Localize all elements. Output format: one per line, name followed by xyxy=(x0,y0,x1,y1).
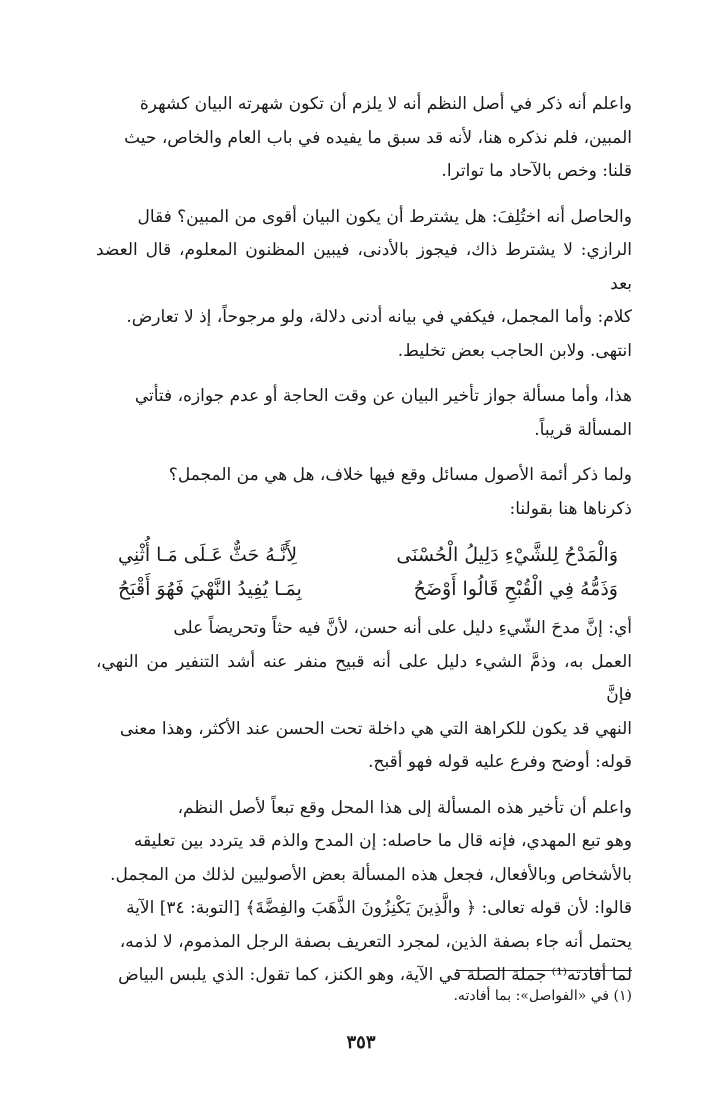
text-line: ولما ذكر أئمة الأصول مسائل وقع فيها خلاف، هل هي من المجمل؟ xyxy=(168,465,632,485)
paragraph-1 xyxy=(96,88,632,189)
text-line: وهو تبع المهدي، فإنه قال ما حاصله: إن المدح والذم قد يتردد بين تعليقه xyxy=(133,831,632,851)
text-line: العمل به، وذمَّ الشيء دليل على أنه قبيح منفر عنه أشد التنفير من النهي، فإنَّ xyxy=(96,651,632,705)
text-line: قالوا: لأن قوله تعالى: ﴿ والَّذِينَ يَكْنِزُونَ الذَّهَبَ والفِضَّةَ﴾ [التوبة: ٣٤] الآية xyxy=(126,898,632,918)
text-line: واعلم أن تأخير هذه المسألة إلى هذا المحل وقع تبعاً لأصل النظم، xyxy=(177,797,632,818)
text-line: قلنا: وخص بالآحاد ما تواترا. xyxy=(441,161,632,181)
paragraph-3 xyxy=(96,380,632,447)
verse-first-hemistich: وَالْمَدْحُ لِلشَّيْءِ دَلِيلُ الْحُسْنَى xyxy=(396,544,618,566)
paragraph-5 xyxy=(96,612,632,780)
text-line: ذكرناها هنا بقولنا: xyxy=(509,498,632,519)
text-line: المبين، فلم نذكره هنا، لأنه قد سبق ما يفيده في باب العام والخاص، حيث xyxy=(124,127,632,148)
verse-second-hemistich: لِأَنَّـهُ حَثٌّ عَـلَى مَـا أُثْنِي xyxy=(118,544,298,566)
verse-second-hemistich: بِمَـا يُفِيدُ النَّهْيَ فَهُوَ أَقْبَحُ xyxy=(118,578,302,600)
text-line: كلام: وأما المجمل، فيكفي في بيانه أدنى دلالة، ولو مرجوحاً، إذ لا تعارض. xyxy=(126,307,632,327)
verse-first-hemistich: وَذَمُّهُ فِي الْقُبْحِ قَالُوا أَوْضَحُ xyxy=(413,578,618,600)
text-line: يحتمل أنه جاء بصفة الذين، لمجرد التعريف بصفة الرجل المذموم، لا لذمه، xyxy=(119,931,632,952)
text-line: والحاصل أنه اختُلِفَ: هل يشترط أن يكون البيان أقوى من المبين؟ فقال xyxy=(137,206,632,227)
text-line: انتهى. ولابن الحاجب بعض تخليط. xyxy=(397,340,632,361)
poem-verses xyxy=(96,538,632,606)
text-line: هذا، وأما مسألة جواز تأخير البيان عن وقت الحاجة أو عدم جوازه، فتأتي xyxy=(134,386,632,406)
text-line: الرازي: لا يشترط ذاك، فيجوز بالأدنى، فيبين المظنون المعلوم، قال العضد بعد xyxy=(96,240,632,294)
text-line: لما أفادته⁽¹⁾ جملة الصلة في الآية، وهو الكنز، كما تقول: الذي يلبس البياض xyxy=(118,965,632,985)
footnote: (١) في «الفواصل»: بما أفادته. xyxy=(453,988,632,1004)
text-line: أي: إنَّ مدحَ الشّيءِ دليل على أنه حسن، لأنَّ فيه حثاً وتحريضاً على xyxy=(173,618,632,638)
page-body xyxy=(96,88,632,1005)
text-line: النهي قد يكون للكراهة التي هي داخلة تحت الحسن عند الأكثر، وهذا معنى xyxy=(119,718,632,739)
paragraph-4 xyxy=(96,459,632,526)
text-line: واعلم أنه ذكر في أصل النظم أنه لا يلزم أن تكون شهرته البيان كشهرة xyxy=(139,94,632,114)
paragraph-6 xyxy=(96,792,632,993)
page-number: ٣٥٣ xyxy=(346,1032,376,1053)
paragraph-2 xyxy=(96,201,632,369)
text-line: بالأشخاص وبالأفعال، فجعل هذه المسألة بعض الأصوليين لذلك من المجمل. xyxy=(110,864,632,885)
text-line: المسألة قريباً. xyxy=(534,419,632,440)
footnote-divider xyxy=(456,970,632,971)
verse-line xyxy=(96,538,632,572)
text-line: قوله: أوضح وفرع عليه قوله فهو أقبح. xyxy=(368,752,632,772)
verse-line xyxy=(96,572,632,606)
